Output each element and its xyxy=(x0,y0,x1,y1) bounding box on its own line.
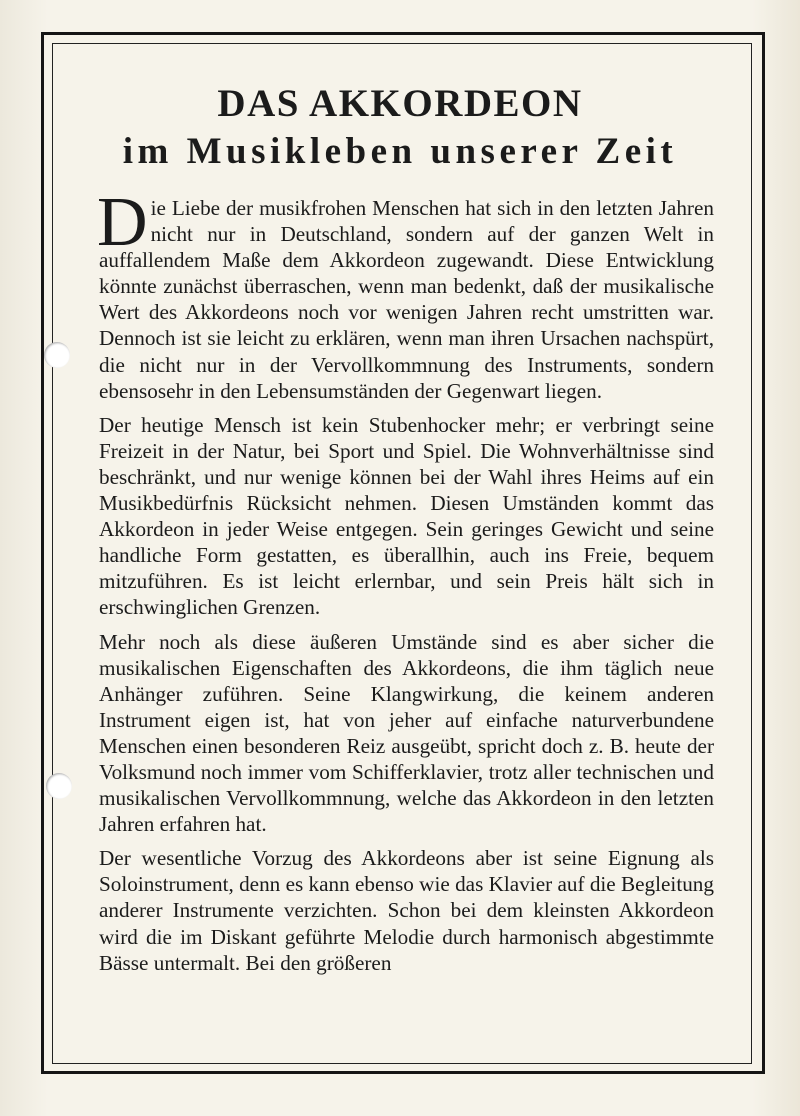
punch-hole-lower xyxy=(46,773,72,799)
paragraph-2: Der heutige Mensch ist kein Stubenhocker mehr; er verbringt seine Freizeit in der Natur, bei Sport und Spiel. Die Wohnverhältnisse sind beschränkt, und nur wenige können bei der Wahl ihres Heims auf ein Musikbedürfnis Rücksicht nehmen. Diesen Umständen kommt das Akkordeon in jeder Weise entgegen. Sein geringes Gewicht und seine handliche Form gestatten, es überallhin, auch ins Freie, bequem mitzuführen. Es ist leicht erlernbar, und sein Preis hält sich in erschwinglichen Grenzen. xyxy=(99,412,714,620)
paragraph-1 xyxy=(97,184,714,404)
paragraph-1-text: ie Liebe der musikfrohen Menschen hat sich in den letzten Jahren nicht nur in Deutschland, sondern auf der ganzen Welt in auffallendem Maße dem Akkordeon zugewandt. Diese Entwicklung könnte zunächst überraschen, wenn man bedenkt, daß der musikalische Wert des Akkordeons noch vor wenigen Jahren recht umstritten war. Dennoch ist sie leicht zu erklären, wenn man ihren Ursachen nachspürt, die nicht nur in der Vervollkommnung des Instruments, sondern ebensosehr in den Lebensumständen der Gegenwart liegen. xyxy=(99,196,714,403)
page-title: DAS AKKORDEON xyxy=(217,82,583,125)
page-subtitle: im Musikleben unserer Zeit xyxy=(122,131,678,172)
paragraph-4: Der wesentliche Vorzug des Akkordeons aber ist seine Eignung als Soloinstrument, denn es kann ebenso wie das Klavier auf die Begleitung anderer Instrumente verzichten. Schon bei dem kleinsten Akkordeon wird die im Diskant geführte Melodie durch harmonisch abgestimmte Bässe untermalt. Bei den größeren xyxy=(99,846,714,975)
drop-cap: D xyxy=(97,184,148,261)
paragraph-3: Mehr noch als diese äußeren Umstände sind es aber sicher die musikalischen Eigenschaften des Akkordeons, die ihm täglich neue Anhänger zuführen. Seine Klangwirkung, die keinem anderen Instrument eigen ist, hat von jeher auf einfache naturverbundene Menschen einen besonderen Reiz ausgeübt, spricht doch z. B. heute der Volksmund noch immer vom Schifferklavier, trotz aller technischen und musikalischen Vervollkommnung, welche das Akkordeon in den letzten Jahren erfahren hat. xyxy=(99,629,714,837)
punch-hole-upper xyxy=(44,342,70,368)
article-body xyxy=(97,184,714,984)
